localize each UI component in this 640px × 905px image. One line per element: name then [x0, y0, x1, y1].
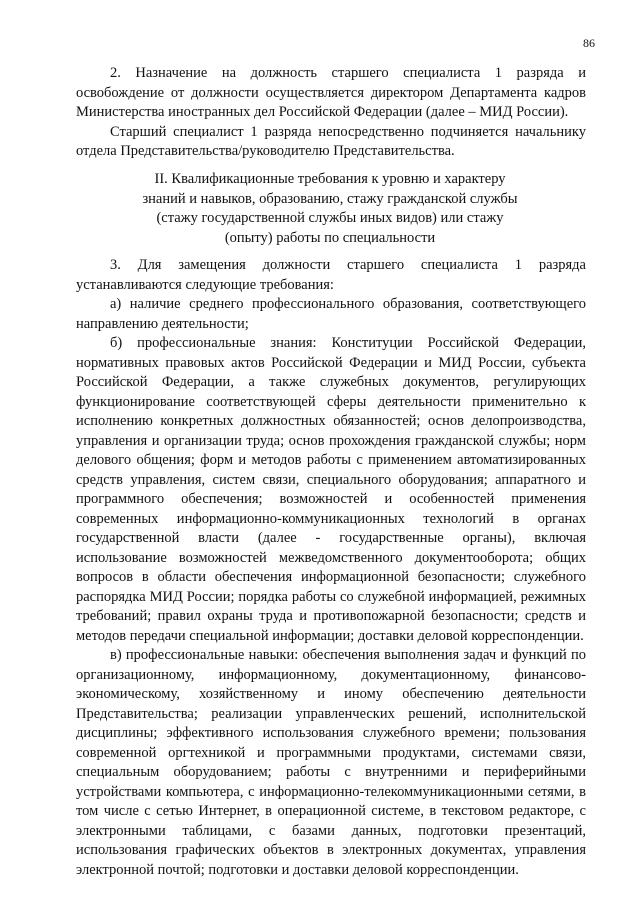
section-2-block — [76, 64, 586, 162]
paragraph-requirement-a: а) наличие среднего профессионального образования, соответствующего направлению деятельности; — [76, 296, 586, 332]
heading-line-4: (опыту) работы по специальности — [224, 229, 436, 246]
paragraph-subordination: Старший специалист 1 разряда непосредственно подчиняется начальнику отдела Представительства/руководителю Представительства. — [76, 123, 586, 159]
heading-line-3: (стажу государственной службы иных видов) или стажу — [156, 210, 504, 226]
paragraph-appointment: 2. Назначение на должность старшего специалиста 1 разряда и освобождение от должности осуществляется директором Департамента кадров Министерства иностранных дел Российской Федерации (далее – МИД России). — [76, 65, 586, 120]
paragraph-requirement-b: б) профессиональные знания: Конституции Российской Федерации, нормативных правовых актов Российской Федерации и МИД России, субъекта Российской Федерации, а также служебных документов, регулирующих функционирование соответствующей сферы деятельности применительно к исполнению конкретных должностных обязанностей; основ делопроизводства, управления и организации труда; основ прохождения гражданской службы; норм делового общения; форм и методов работы с применением автоматизированных средств управления, систем связи, специального оборудования; аппаратного и программного обеспечения; возможностей и особенностей применения современных информационно-коммуникационных технологий в органах государственной власти (далее - государственные органы), включая использование возможностей межведомственного документооборота; общих вопросов в области обеспечения информационной безопасности; служебного распорядка МИД России; порядка работы со служебной информацией, режимных требований; правил охраны труда и противопожарной безопасности; средств и методов передачи специальной информации; доставки деловой корреспонденции. — [76, 335, 586, 644]
heading-line-1: II. Квалификационные требования к уровню и характеру — [154, 171, 506, 187]
section-heading — [120, 170, 540, 248]
page-number: 86 — [583, 36, 595, 50]
heading-line-2: знаний и навыков, образованию, стажу гражданской службы — [142, 190, 518, 207]
paragraph-requirements-intro: 3. Для замещения должности старшего специалиста 1 разряда устанавливаются следующие требования: — [76, 257, 586, 293]
paragraph-requirement-c: в) профессиональные навыки: обеспечения выполнения задач и функций по организационному, информационному, документационному, финансово-экономическому, хозяйственному и иному обеспечению деятельности Представительства; реализации управленческих решений, исполнительской дисциплины; эффективного использования служебного времени; пользования современной оргтехникой и программными продуктами, системами связи, специальным оборудованием; работы с внутренними и периферийными устройствами компьютера, с информационно-телекоммуникационными сетями, в том числе с сетью Интернет, в операционной системе, в текстовом редакторе, с электронными таблицами, с базами данных, подготовки презентаций, использования графических объектов в электронных документах, управления электронной почтой; подготовки и доставки деловой корреспонденции. — [76, 647, 586, 878]
section-3-block — [76, 256, 586, 880]
